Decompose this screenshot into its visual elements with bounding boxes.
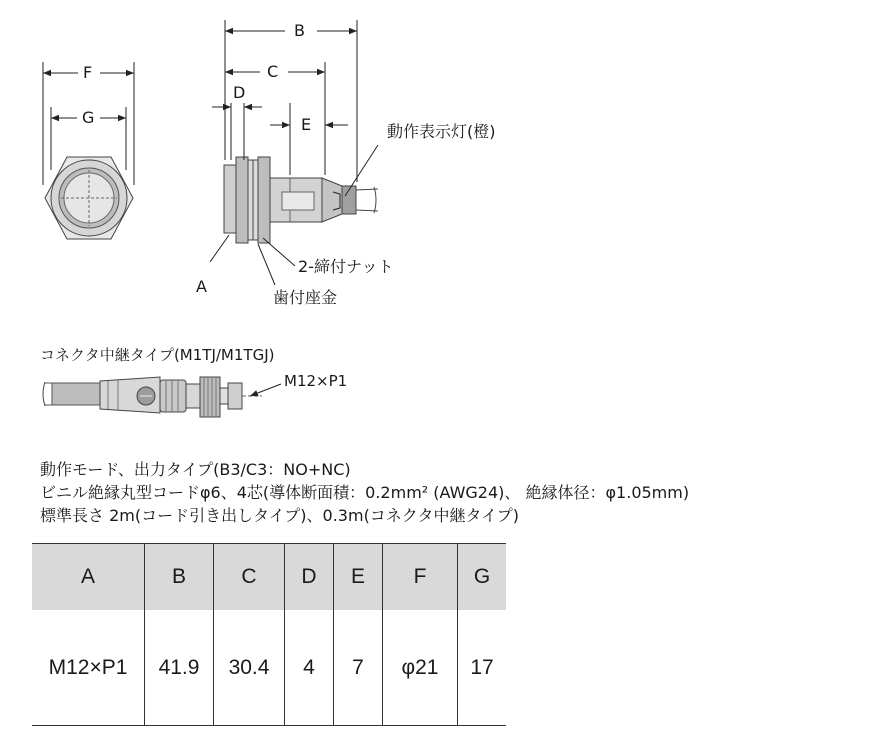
dim-label-b: B [294, 21, 305, 40]
table-header-cell: E [334, 544, 383, 611]
table-cell: 7 [334, 610, 383, 726]
table-cell: φ21 [383, 610, 458, 726]
washer-callout: 歯付座金 [273, 288, 338, 307]
nuts-callout: 2-締付ナット [298, 257, 394, 276]
dim-label-g: G [82, 108, 95, 127]
dimension-table [32, 543, 506, 726]
note-line-2: ビニル絶縁丸型コードφ6、4芯(導体断面積：0.2mm² (AWG24)、 絶縁体径：φ1.05mm) [40, 483, 690, 502]
table-cell: 4 [285, 610, 334, 726]
table-header-cell: F [383, 544, 458, 611]
table-cell: 41.9 [145, 610, 214, 726]
dim-label-e: E [301, 115, 312, 134]
note-line-3: 標準長さ 2m(コード引き出しタイプ)、0.3m(コネクタ中継タイプ) [40, 506, 519, 525]
table-header-cell: A [32, 544, 145, 611]
note-line-1: 動作モード、出力タイプ(B3/C3：NO+NC) [40, 460, 351, 479]
indicator-callout: 動作表示灯(橙) [387, 122, 496, 141]
dim-label-c: C [267, 62, 279, 81]
table-header-cell: G [458, 544, 507, 611]
table-cell: M12×P1 [32, 610, 145, 726]
table-header-cell: B [145, 544, 214, 611]
dim-label-f: F [83, 63, 93, 82]
connector-title: コネクタ中継タイプ(M1TJ/M1TGJ) [40, 346, 275, 364]
side-view [210, 20, 378, 285]
dim-label-d: D [233, 83, 246, 102]
table-row [32, 610, 506, 726]
table-cell: 30.4 [214, 610, 285, 726]
table-header-cell: C [214, 544, 285, 611]
table-cell: 17 [458, 610, 507, 726]
front-view [43, 62, 134, 239]
dim-label-a: A [196, 277, 207, 296]
table-header-cell: D [285, 544, 334, 611]
connector-view [43, 377, 281, 417]
connector-thread-label: M12×P1 [284, 372, 348, 390]
table-header-row [32, 544, 506, 611]
